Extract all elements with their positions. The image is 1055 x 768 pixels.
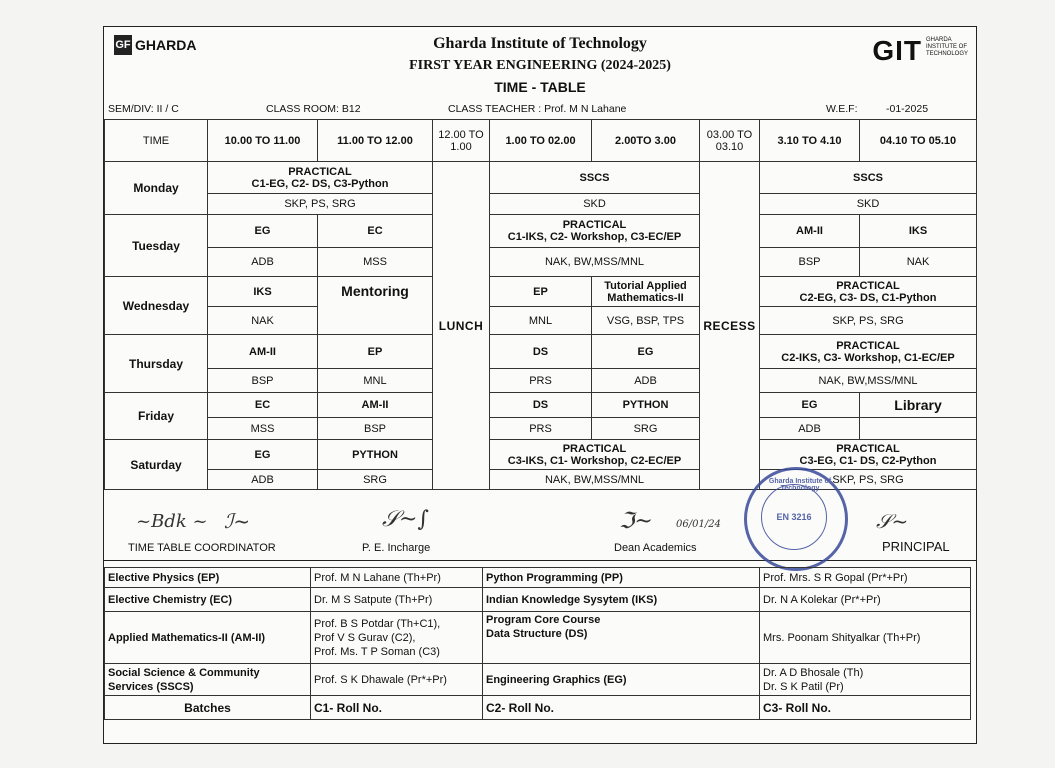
thursday-practical-faculty: NAK, BW,MSS/MNL [760,369,977,393]
slot-header: 1.00 TO 02.00 [490,120,592,162]
friday-s5-faculty: SRG [592,418,700,440]
day-thursday: Thursday [105,335,208,393]
friday-s2: AM-II [318,393,433,418]
institute-seal-icon [744,467,848,571]
legend-row [105,568,971,588]
subject-legend [104,567,971,720]
legend-subject: Social Science & Community Services (SSCS) [105,664,311,696]
dean-date: 06/01/24 [676,519,721,530]
tuesday-s1-faculty: ADB [208,248,318,277]
wednesday-practical: PRACTICAL C2-EG, C3- DS, C1-Python [760,277,977,307]
tuesday-s7: AM-II [760,215,860,248]
legend-subject: Applied Mathematics-II (AM-II) [105,612,311,664]
slot-header: 3.10 TO 4.10 [760,120,860,162]
seal-center [761,484,827,550]
saturday-practical-1: PRACTICAL C3-IKS, C1- Workshop, C2-EC/EP [490,440,700,470]
slot-header: 10.00 TO 11.00 [208,120,318,162]
saturday-practical-faculty-2: SKP, PS, SRG [760,470,977,490]
tuesday-s2: EC [318,215,433,248]
monday-sscs-faculty-2: SKD [760,194,977,215]
friday-library: Library [860,393,977,418]
gharda-logo-text: GHARDA [135,37,197,53]
friday-s4-faculty: PRS [490,418,592,440]
wednesday-tutorial: Tutorial Applied Mathematics-II [592,277,700,307]
thursday-s5-faculty: ADB [592,369,700,393]
legend-row [105,612,971,664]
coordinator-label: TIME TABLE COORDINATOR [128,542,276,554]
tuesday-practical-faculty: NAK, BW,MSS/MNL [490,248,700,277]
dean-signature-icon: ℑ~ [619,509,653,534]
friday-s5: PYTHON [592,393,700,418]
lunch-column: LUNCH [433,162,490,490]
tuesday-s7-faculty: BSP [760,248,860,277]
incharge-label: P. E. Incharge [362,542,431,554]
wednesday-s1-faculty: NAK [208,307,318,335]
seal-code: EN 3216 [776,512,812,522]
legend-faculty: Prof. M N Lahane (Th+Pr) [311,568,483,588]
wednesday-s1: IKS [208,277,318,307]
coordinator-signature-icon: ~Bdk ~ [136,511,208,532]
legend-subject: Elective Chemistry (EC) [105,588,311,612]
timetable-grid [104,119,977,490]
legend-subject: Indian Knowledge Sysytem (IKS) [483,588,760,612]
time-label: TIME [105,120,208,162]
friday-s8-faculty [860,418,977,440]
legend-subject: Elective Physics (EP) [105,568,311,588]
saturday-s1-faculty: ADB [208,470,318,490]
saturday-s2-faculty: SRG [318,470,433,490]
thursday-s1: AM-II [208,335,318,369]
monday-sscs-2: SSCS [760,162,977,194]
day-monday: Monday [105,162,208,215]
friday-s1-faculty: MSS [208,418,318,440]
legend-faculty: Prof. S K Dhawale (Pr*+Pr) [311,664,483,696]
slot-header: 12.00 TO 1.00 [433,120,490,162]
git-caption-line: INSTITUTE OF [925,44,967,50]
legend-faculty: Dr. M S Satpute (Th+Pr) [311,588,483,612]
slot-header: 2.00TO 3.00 [592,120,700,162]
document-title: TIME - TABLE [494,79,586,95]
seal-text: Gharda Institute of Technology [768,478,832,492]
saturday-practical-2: PRACTICAL C3-EG, C1- DS, C2-Python [760,440,977,470]
day-tuesday: Tuesday [105,215,208,277]
saturday-s1: EG [208,440,318,470]
incharge-signature-icon: 𝒮~∫ [382,507,429,532]
class-room: CLASS ROOM: B12 [266,103,361,115]
legend-faculty: Dr. A D Bhosale (Th) Dr. S K Patil (Pr) [760,664,971,696]
tuesday-s8-faculty: NAK [860,248,977,277]
wednesday-s4: EP [490,277,592,307]
legend-subject: Engineering Graphics (EG) [483,664,760,696]
class-teacher: CLASS TEACHER : Prof. M N Lahane [448,103,627,115]
batch-c3: C3- Roll No. [760,696,971,720]
monday-sscs-faculty-1: SKD [490,194,700,215]
year-subtitle: FIRST YEAR ENGINEERING (2024-2025) [409,58,671,73]
saturday-practical-faculty-1: NAK, BW,MSS/MNL [490,470,700,490]
friday-s7: EG [760,393,860,418]
dean-label: Dean Academics [614,542,697,554]
legend-faculty: Dr. N A Kolekar (Pr*+Pr) [760,588,971,612]
thursday-s2: EP [318,335,433,369]
tuesday-s2-faculty: MSS [318,248,433,277]
monday-practical-faculty: SKP, PS, SRG [208,194,433,215]
day-saturday: Saturday [105,440,208,490]
friday-s7-faculty: ADB [760,418,860,440]
monday-practical: PRACTICAL C1-EG, C2- DS, C3-Python [208,162,433,194]
git-logo-text: GIT [872,35,922,66]
day-wednesday: Wednesday [105,277,208,335]
coordinator-signature-icon-2: ℐ~ [224,509,251,533]
slot-header: 03.00 TO 03.10 [700,120,760,162]
legend-subject: Program Core Course Data Structure (DS) [483,612,760,664]
git-caption-line: TECHNOLOGY [925,51,968,57]
principal-label: PRINCIPAL [882,539,950,554]
legend-row [105,664,971,696]
sem-div: SEM/DIV: II / C [108,103,179,115]
friday-s2-faculty: BSP [318,418,433,440]
wednesday-practical-faculty: SKP, PS, SRG [760,307,977,335]
wednesday-s4-faculty: MNL [490,307,592,335]
batches-row [105,696,971,720]
day-friday: Friday [105,393,208,440]
wef-value: -01-2025 [886,103,929,115]
git-logo-caption [926,37,968,58]
slot-header: 11.00 TO 12.00 [318,120,433,162]
legend-subject: Python Programming (PP) [483,568,760,588]
recess-column: RECESS [700,162,760,490]
tuesday-s8: IKS [860,215,977,248]
saturday-s2: PYTHON [318,440,433,470]
thursday-s1-faculty: BSP [208,369,318,393]
friday-s1: EC [208,393,318,418]
class-info-row [108,101,968,117]
thursday-s2-faculty: MNL [318,369,433,393]
batch-c1: C1- Roll No. [311,696,483,720]
tuesday-s1: EG [208,215,318,248]
thursday-s4-faculty: PRS [490,369,592,393]
gf-logo-mark: GF [114,35,132,55]
wef-label: W.E.F: [826,103,858,115]
batch-c2: C2- Roll No. [483,696,760,720]
legend-faculty: Mrs. Poonam Shityalkar (Th+Pr) [760,612,971,664]
wednesday-mentoring: Mentoring [318,277,433,335]
monday-sscs-1: SSCS [490,162,700,194]
principal-signature-icon: 𝒮~ [876,509,909,533]
thursday-practical: PRACTICAL C2-IKS, C3- Workshop, C1-EC/EP [760,335,977,369]
legend-faculty: Prof. Mrs. S R Gopal (Pr*+Pr) [760,568,971,588]
thursday-s4: DS [490,335,592,369]
git-caption-line: GHARDA [925,37,952,43]
batches-label: Batches [105,696,311,720]
thursday-s5: EG [592,335,700,369]
friday-s4: DS [490,393,592,418]
tuesday-practical: PRACTICAL C1-IKS, C2- Workshop, C3-EC/EP [490,215,700,248]
git-logo [872,37,968,65]
institute-name: Gharda Institute of Technology [433,35,647,52]
timetable-sheet [103,26,977,744]
legend-faculty: Prof. B S Potdar (Th+C1), Prof V S Gurav (C2), Prof. Ms. T P Soman (C3) [311,612,483,664]
wednesday-tutorial-faculty: VSG, BSP, TPS [592,307,700,335]
slot-header: 04.10 TO 05.10 [860,120,977,162]
time-header-row [105,120,977,162]
legend-row [105,588,971,612]
